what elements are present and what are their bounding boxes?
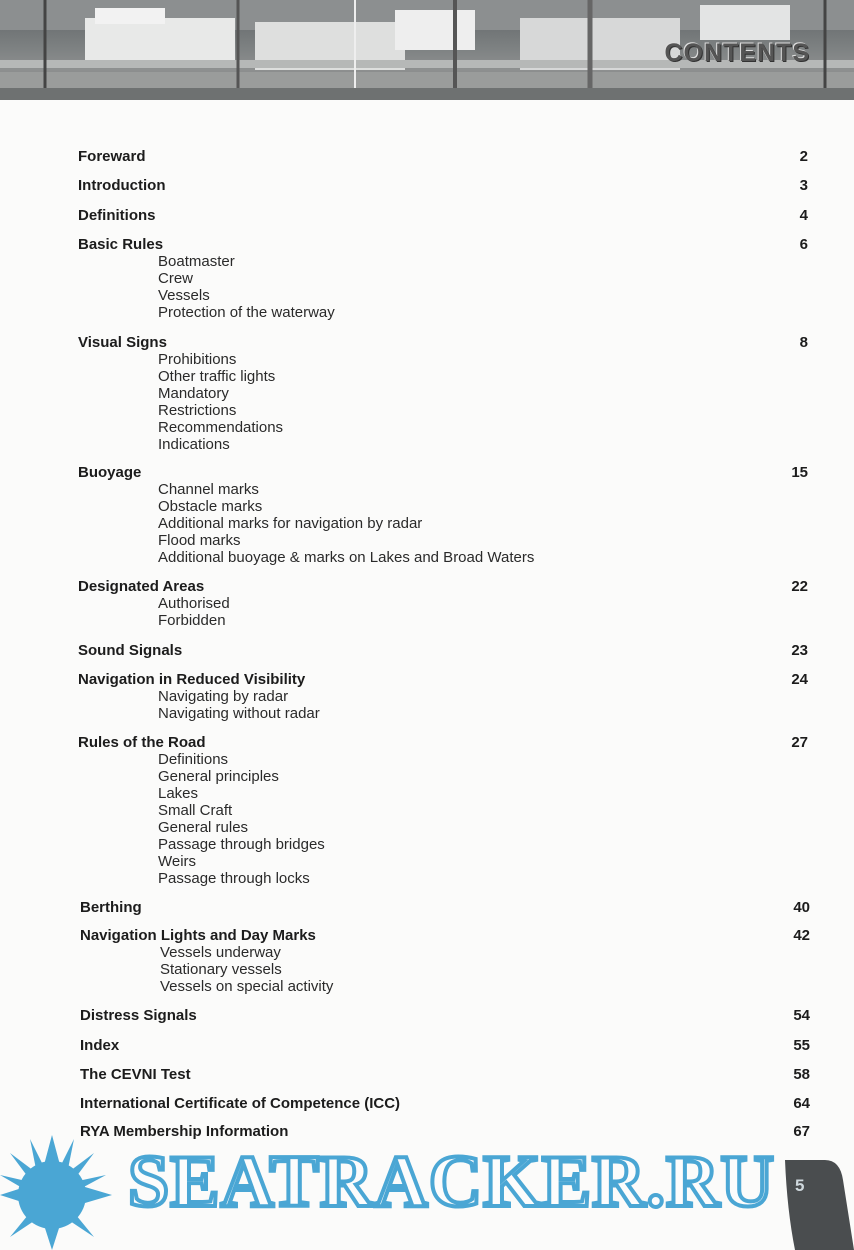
toc-entry-page: 64 — [793, 1095, 810, 1112]
toc-subsection[interactable]: Vessels underway — [160, 944, 281, 961]
toc-entry-title: The CEVNI Test — [80, 1066, 191, 1083]
toc-entry-page: 55 — [793, 1037, 810, 1054]
toc-subsection[interactable]: Prohibitions — [158, 351, 237, 368]
page-number: 5 — [795, 1176, 805, 1195]
sun-icon — [0, 1135, 112, 1250]
toc-entry-page: 4 — [799, 207, 808, 224]
toc-subsection[interactable]: Additional buoyage & marks on Lakes and Broad Waters — [158, 549, 535, 566]
toc-subsection[interactable]: Small Craft — [158, 802, 233, 819]
toc-subsection-list — [78, 481, 808, 566]
toc-subsection[interactable]: Passage through locks — [158, 870, 310, 887]
toc-entry-title: Definitions — [78, 207, 156, 224]
toc-entry-title: Navigation Lights and Day Marks — [80, 927, 316, 944]
toc-subsection-list — [78, 751, 808, 887]
toc-subsection[interactable]: Navigating by radar — [158, 688, 289, 705]
toc-subsection-list — [78, 595, 808, 629]
toc-subsection[interactable]: Other traffic lights — [158, 368, 276, 385]
toc-entry-page: 67 — [793, 1123, 810, 1140]
toc-subsection[interactable]: Lakes — [158, 785, 199, 802]
toc-entry-page: 27 — [791, 734, 808, 751]
toc-entry[interactable] — [78, 642, 808, 659]
toc-subsection[interactable]: Vessels on special activity — [160, 978, 334, 995]
toc-entry-page: 42 — [793, 927, 810, 944]
toc-subsection[interactable]: Boatmaster — [158, 253, 235, 270]
toc-entry-title: Sound Signals — [78, 642, 183, 659]
toc-subsection[interactable]: Mandatory — [158, 385, 229, 402]
toc-entry[interactable] — [78, 177, 808, 194]
page-tab — [785, 1160, 854, 1250]
toc-subsection-list — [78, 351, 808, 453]
toc-subsection[interactable]: Protection of the waterway — [158, 304, 335, 321]
toc-entry[interactable] — [78, 734, 808, 887]
toc-entry-page: 8 — [799, 334, 808, 351]
watermark-text: SEATRACKER.RU — [128, 1141, 775, 1223]
toc-subsection[interactable]: Channel marks — [158, 481, 259, 498]
toc-entry-title: Rules of the Road — [78, 734, 206, 751]
toc-entry-title: Buoyage — [78, 464, 142, 481]
toc-entry-title: RYA Membership Information — [80, 1123, 289, 1140]
toc-entry-title: Distress Signals — [80, 1007, 197, 1024]
toc-entry-title: Navigation in Reduced Visibility — [78, 671, 306, 688]
toc-subsection[interactable]: Indications — [158, 436, 230, 453]
toc-subsection[interactable]: General principles — [158, 768, 279, 785]
toc-entry-title: Foreward — [78, 148, 146, 165]
toc-entry-page: 54 — [793, 1007, 810, 1024]
toc-entry[interactable] — [78, 464, 808, 566]
toc-subsection[interactable]: Restrictions — [158, 402, 237, 419]
toc-subsection[interactable]: Weirs — [158, 853, 197, 870]
toc-subsection[interactable]: General rules — [158, 819, 249, 836]
toc-entry-title: Basic Rules — [78, 236, 164, 253]
toc-subsection-list — [78, 688, 808, 722]
toc-entry[interactable] — [80, 1066, 810, 1083]
toc-entry[interactable] — [80, 927, 810, 995]
toc-entry[interactable] — [78, 334, 808, 453]
toc-subsection[interactable]: Crew — [158, 270, 194, 287]
toc-subsection[interactable]: Obstacle marks — [158, 498, 263, 515]
toc-subsection-list — [78, 253, 808, 321]
toc-subsection[interactable]: Authorised — [158, 595, 230, 612]
page-title: CONTENTS — [664, 39, 810, 67]
toc-entry[interactable] — [78, 207, 808, 224]
toc-entry-page: 24 — [791, 671, 808, 688]
toc-entry-page: 2 — [799, 148, 808, 165]
toc-subsection[interactable]: Vessels — [158, 287, 210, 304]
toc-subsection[interactable]: Navigating without radar — [158, 705, 320, 722]
toc-subsection[interactable]: Flood marks — [158, 532, 241, 549]
toc-entry[interactable] — [78, 148, 808, 165]
toc-entry-page: 23 — [791, 642, 808, 659]
toc-subsection[interactable]: Stationary vessels — [160, 961, 282, 978]
toc-subsection[interactable]: Additional marks for navigation by radar — [158, 515, 423, 532]
toc-entry-page: 22 — [791, 578, 808, 595]
toc-subsection[interactable]: Forbidden — [158, 612, 226, 629]
toc-entry-title: Visual Signs — [78, 334, 167, 351]
toc-subsection[interactable]: Definitions — [158, 751, 229, 768]
toc-entry-title: Index — [80, 1037, 120, 1054]
toc-entry-page: 15 — [791, 464, 808, 481]
toc-entry-title: Introduction — [78, 177, 166, 194]
toc-subsection[interactable]: Recommendations — [158, 419, 284, 436]
toc-entry-page: 3 — [799, 177, 808, 194]
toc-entry[interactable] — [78, 578, 808, 629]
toc-entry[interactable] — [78, 671, 808, 722]
toc-entry[interactable] — [80, 1095, 810, 1112]
toc-entry-title: International Certificate of Competence (ICC) — [80, 1095, 401, 1112]
toc-entry[interactable] — [78, 236, 808, 321]
toc-entry-page: 58 — [793, 1066, 810, 1083]
toc-entry-title: Designated Areas — [78, 578, 205, 595]
toc-subsection[interactable]: Passage through bridges — [158, 836, 325, 853]
toc-entry-page: 6 — [799, 236, 808, 253]
toc-entry[interactable] — [80, 1037, 810, 1054]
toc-entry-title: Berthing — [80, 899, 142, 916]
toc-entry-page: 40 — [793, 899, 810, 916]
toc-entry[interactable] — [80, 1007, 810, 1024]
toc-subsection-list — [80, 944, 810, 995]
toc-entry[interactable] — [80, 899, 810, 916]
